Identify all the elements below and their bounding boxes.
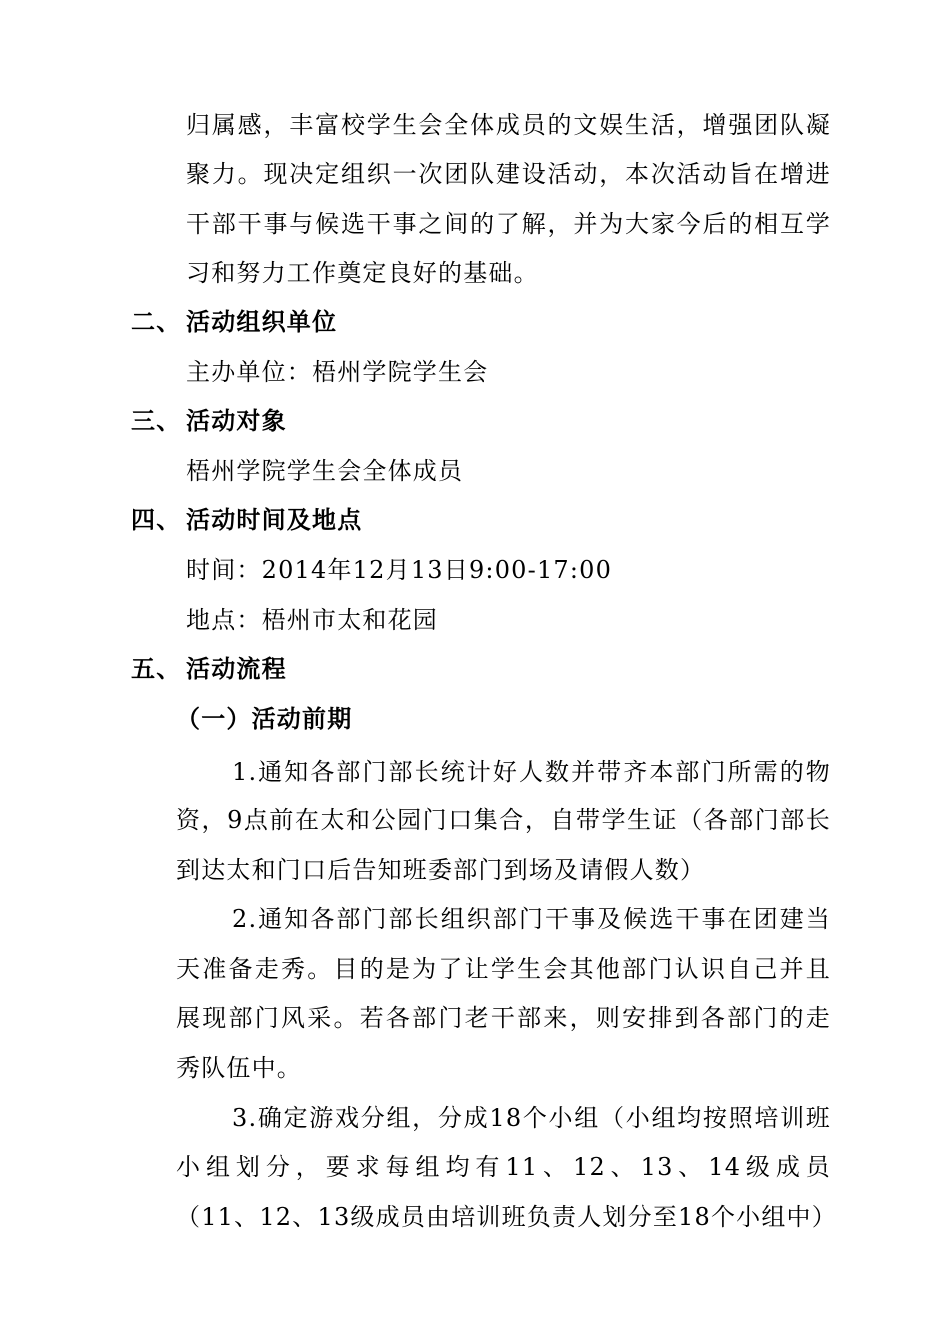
item-2-line-3: 展现部门风采。若各部门老干部来，则安排到各部门的走 (176, 1004, 831, 1032)
audience-text: 梧州学院学生会全体成员 (186, 457, 464, 485)
phase-heading: （一）活动前期 (176, 704, 353, 733)
item-1-line-2: 资，9点前在太和公园门口集合，自带学生证（各部门部长 (176, 806, 831, 834)
item-1-line-1: 1.通知各部门部长统计好人数并带齐本部门所需的物 (232, 758, 831, 786)
section-title: 活动对象 (186, 406, 287, 435)
item-3-line-3: （11、12、13级成员由培训班负责人划分至18个小组中） (176, 1203, 837, 1231)
section-number: 四、 (131, 505, 182, 534)
section-title: 活动流程 (186, 654, 287, 683)
intro-line-4: 习和努力工作奠定良好的基础。 (186, 259, 539, 287)
section-number: 五、 (131, 654, 182, 683)
item-2-line-1: 2.通知各部门部长组织部门干事及候选干事在团建当 (232, 905, 831, 933)
item-3-line-1: 3.确定游戏分组，分成18个小组（小组均按照培训班 (232, 1104, 831, 1132)
section-number: 二、 (131, 307, 182, 336)
section-title: 活动时间及地点 (186, 505, 363, 534)
intro-line-1: 归属感，丰富校学生会全体成员的文娱生活，增强团队凝 (186, 111, 831, 139)
section-heading-process (131, 654, 287, 684)
intro-line-2: 聚力。现决定组织一次团队建设活动，本次活动旨在增进 (186, 160, 831, 188)
section-number: 三、 (131, 406, 182, 435)
item-2-line-2: 天准备走秀。目的是为了让学生会其他部门认识自己并且 (176, 955, 831, 983)
organizer-text: 主办单位：梧州学院学生会 (186, 358, 489, 386)
item-1-line-3: 到达太和门口后告知班委部门到场及请假人数） (176, 856, 706, 884)
time-text: 时间：2014年12月13日9:00-17:00 (186, 556, 613, 584)
place-text: 地点：梧州市太和花园 (186, 606, 438, 634)
section-heading-time-place (131, 505, 362, 535)
item-2-line-4: 秀队伍中。 (176, 1054, 302, 1082)
section-heading-organizer (131, 307, 337, 337)
section-heading-audience (131, 406, 287, 436)
item-3-line-2: 小组划分，要求每组均有11、12、13、14级成员 (176, 1153, 831, 1181)
section-title: 活动组织单位 (186, 307, 338, 336)
intro-line-3: 干部干事与候选干事之间的了解，并为大家今后的相互学 (186, 210, 831, 238)
